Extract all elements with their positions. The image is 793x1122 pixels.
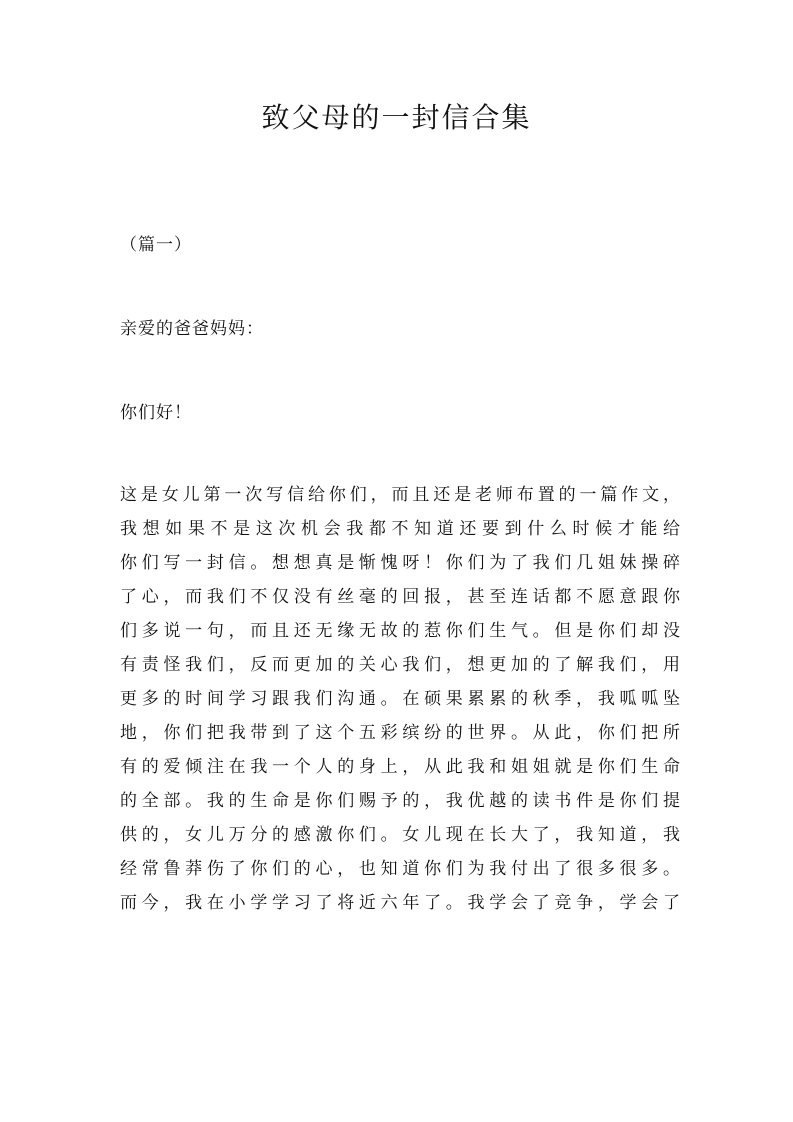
paragraph-line: 有责怪我们，反而更加的关心我们，想更加的了解我们，用: [120, 655, 680, 675]
paragraph-line: 这是女儿第一次写信给你们，而且还是老师布置的一篇作文，: [120, 485, 680, 505]
paragraph-line: 的全部。我的生命是你们赐予的，我优越的读书件是你们提: [120, 791, 680, 811]
paragraph-line: 地，你们把我带到了这个五彩缤纷的世界。从此，你们把所: [120, 723, 680, 743]
paragraph-line: 了心，而我们不仅没有丝毫的回报，甚至连话都不愿意跟你: [120, 587, 680, 607]
paragraph-line: 我想如果不是这次机会我都不知道还要到什么时候才能给: [120, 519, 680, 539]
document-title: 致父母的一封信合集: [261, 101, 532, 134]
letter-paragraph: [120, 478, 680, 920]
section-label: （篇一）: [120, 235, 192, 255]
paragraph-line: 你们写一封信。想想真是惭愧呀！你们为了我们几姐妹操碎: [120, 553, 680, 573]
paragraph-line: 更多的时间学习跟我们沟通。在硕果累累的秋季，我呱呱坠: [120, 689, 680, 709]
paragraph-line: 经常鲁莽伤了你们的心，也知道你们为我付出了很多很多。: [120, 859, 680, 879]
paragraph-line: 而今，我在小学学习了将近六年了。我学会了竞争，学会了: [120, 893, 680, 913]
paragraph-line: 供的，女儿万分的感激你们。女儿现在长大了，我知道，我: [120, 825, 680, 845]
paragraph-line: 们多说一句，而且还无缘无故的惹你们生气。但是你们却没: [120, 621, 680, 641]
paragraph-line: 有的爱倾注在我一个人的身上，从此我和姐姐就是你们生命: [120, 757, 680, 777]
salutation: 亲爱的爸爸妈妈：: [120, 319, 264, 339]
greeting: 你们好！: [120, 403, 192, 423]
